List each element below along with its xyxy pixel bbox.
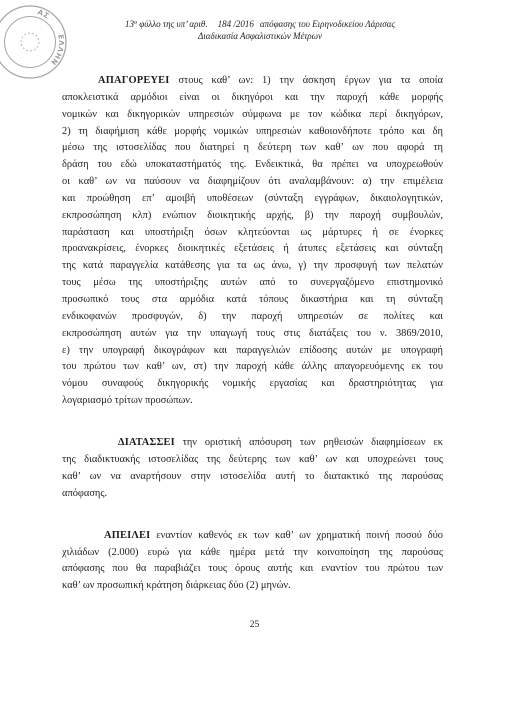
paragraph-line: προσωπικό τους στα αρμόδια κατά τόπους δικαστήρια και τη σύνταξη	[62, 293, 443, 305]
ruling-penalty-paragraph	[62, 528, 443, 595]
seal-lettering-top	[36, 8, 50, 20]
page-header	[60, 18, 460, 42]
paragraph-line: εκπροσώπηση αυτών για την υπαγωγή τους στις διατάξεις του ν. 3869/2010,	[62, 327, 443, 339]
paragraph-line	[62, 528, 443, 545]
paragraph-line: λογαριασμό τρίτων προσώπων.	[62, 395, 193, 407]
paragraph-line: ε) την υπογραφή δικογράφων και παραγγελιών επίδοσης αυτών με υπογραφή	[62, 344, 443, 356]
sheet-number: 13	[124, 19, 134, 29]
decision-label: απόφασης του Ειρηνοδικείου Λάρισας	[259, 19, 396, 29]
paragraph-line: νόμου συναφούς δικηγορικής νομικής εργασίας και δραστηριότητας για	[62, 378, 443, 390]
procedure-title: Διαδικασία Ασφαλιστικών Μέτρων	[198, 31, 322, 41]
paragraph-line-text: στους καθ’ ων: 1) την άσκηση έργων για τα οποία	[178, 75, 443, 86]
operative-verb: ΑΠΑΓΟΡΕΥΕΙ	[98, 75, 170, 86]
paragraph-line: καθ’ ων να αναρτήσουν στην ιστοσελίδα αυτή το διατακτικό της παρούσας	[62, 471, 443, 482]
paragraph-line: καθ’ ων προσωπική κράτηση διάρκειας δύο (2) μηνών.	[62, 580, 291, 592]
paragraph-line: απόφασης που θα παραβιάζει τους όρους αυτής και εναντίον του πρώτου των	[62, 563, 443, 575]
paragraph-line: 2) τη διαφήμιση κάθε μορφής νομικών υπηρεσιών καθοιονδήποτε τρόπο και δη	[62, 125, 443, 137]
paragraph-line: μέσω της ιστοσελίδας που διατηρεί η δεύτερη των καθ’ ων που αφορά τη	[62, 142, 443, 154]
paragraph-line: παράσταση και υποστήριξη όσων κλητεύονται ως μάρτυρες ή σε ένορκες	[62, 226, 443, 238]
seal-text-top: ΑΣ	[36, 8, 51, 21]
paragraph-line: εκπροσώπηση κλπ) ενώπιον διοικητικής αρχής, β) την παροχή συμβουλών,	[62, 209, 443, 221]
decision-number: 184 /2016	[217, 19, 254, 29]
paragraph-line: αποκλειστικά αρμόδιοι είναι οι δικηγόροι και την παροχή κάθε μορφής	[62, 91, 443, 103]
page-number: 25	[249, 620, 260, 630]
paragraph-line: δράση του εδώ υποκαταστήματός της. Ενδεικτικά, θα πρέπει να υποχρεωθούν	[62, 159, 443, 171]
paragraph-line-text: την οριστική απόσυρση των ρηθεισών διαφημίσεων εκ	[182, 437, 443, 448]
paragraph-line: χιλιάδων (2.000) ευρώ για κάθε ημέρα μετά την κοινοποίηση της παρούσας	[62, 546, 443, 558]
operative-verb: ΑΠΕΙΛΕΙ	[104, 530, 151, 541]
paragraph-line: του πρώτου των καθ’ ων, στ) την παροχή κάθε άλλης απαγορευόμενης εκ του	[62, 361, 443, 373]
paragraph-line	[62, 73, 443, 90]
ruling-prohibits-paragraph	[62, 73, 443, 410]
paragraph-line-text: εναντίον καθενός εκ των καθ’ ων χρηματική ποινή ποσού δύο	[156, 530, 443, 541]
paragraph-line	[62, 434, 443, 451]
ruling-orders-paragraph	[62, 434, 443, 502]
seal-emblem	[21, 33, 39, 51]
paragraph-line: οι καθ’ ων να παύσουν να διαφημίζουν ότι αναλαμβάνουν: α) την επιμέλεια	[62, 176, 443, 188]
paragraph-line: της κατά παραγγελία κατάθεσης για τα ως άνω, γ) την προσφυγή των πελατών	[62, 260, 443, 272]
paragraph-line: νομικών και δικηγορικών υπηρεσιών σύμφωνα με τον κώδικα περί δικηγόρων,	[62, 108, 443, 120]
paragraph-line: τους μέσω της υποστήριξης αυτών από το συνεργαζόμενο επιστημονικό	[62, 277, 443, 289]
seal-inner-ring	[5, 17, 56, 68]
paragraph-line: απόφασης.	[62, 488, 108, 499]
paragraph-line: προανακρίσεις, ένορκες διοικητικές εξετάσεις ή άτυπες εξετάσεις και σύνταξη	[62, 243, 443, 255]
operative-verb: ΔΙΑΤΑΣΣΕΙ	[118, 437, 175, 448]
paragraph-line: ενδικοφανών προσφυγών, δ) την παροχή υπηρεσιών σε πολίτες και	[62, 310, 443, 322]
header-decision-line	[60, 18, 460, 30]
paragraph-line: και προώθηση επ’ αμοιβή υποθέσεων (σύνταξη εγγράφων, δικαιολογητικών,	[62, 192, 443, 204]
seal-text-right: ΕΛΛΗΝ	[48, 33, 66, 67]
sheet-label: φύλλο της υπ’ αριθ.	[139, 19, 208, 29]
sheet-number-suffix: ο	[133, 20, 137, 26]
paragraph-line: της διαδικτυακής ιστοσελίδας της δεύτερης των καθ’ ων και υποχρεώνει τους	[62, 454, 443, 465]
